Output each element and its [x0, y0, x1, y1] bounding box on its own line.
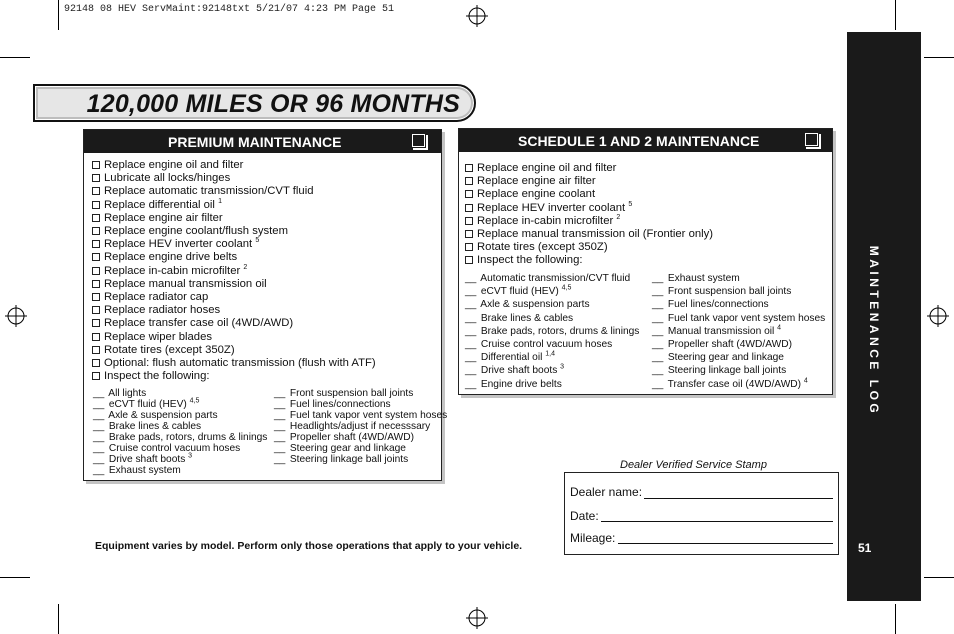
- inspect-item-label: Brake pads, rotors, drums & linings: [480, 325, 640, 337]
- inspect-blank[interactable]: __: [465, 299, 477, 311]
- mileage-label: Mileage:: [570, 531, 616, 545]
- inspect-item: [652, 378, 825, 391]
- inspect-item: [652, 325, 825, 338]
- checklist-item-label: Replace engine coolant/flush system: [104, 225, 288, 238]
- checklist-item-label: Replace engine drive belts: [104, 251, 238, 264]
- footnote-ref: 4,5: [561, 284, 572, 292]
- inspect-item-label: Steering gear and linkage: [667, 352, 784, 364]
- inspect-item: [652, 298, 825, 311]
- inspect-item-label: Differential oil: [480, 352, 543, 364]
- schedule-maintenance-box: [458, 128, 833, 395]
- inspect-blank[interactable]: __: [652, 325, 664, 337]
- checkbox-icon[interactable]: [92, 333, 100, 341]
- inspect-item: [465, 285, 639, 298]
- side-label: [864, 236, 884, 426]
- schedule-inspect-right: [652, 272, 825, 391]
- inspect-blank[interactable]: __: [93, 454, 105, 465]
- inspect-item-label: Fuel lines/connections: [667, 299, 769, 311]
- inspect-blank[interactable]: __: [465, 378, 477, 390]
- checkbox-icon[interactable]: [92, 267, 100, 275]
- inspect-item-label: Fuel tank vapor vent system hoses: [667, 312, 826, 324]
- checklist-item-label: Replace radiator cap: [104, 291, 209, 304]
- checkbox-icon: [412, 134, 425, 147]
- inspect-item-label: Front suspension ball joints: [667, 286, 792, 298]
- checkbox-icon[interactable]: [92, 346, 100, 354]
- inspect-blank[interactable]: __: [652, 339, 664, 351]
- inspect-item-label: Brake lines & cables: [108, 421, 202, 432]
- footnote-ref: 2: [616, 214, 621, 222]
- page-number: 51: [858, 541, 872, 555]
- inspect-blank[interactable]: __: [652, 352, 664, 364]
- inspect-blank[interactable]: __: [274, 421, 286, 432]
- checklist-item: [465, 175, 713, 188]
- checklist-item-label: Replace engine oil and filter: [104, 159, 244, 171]
- footnote-ref: 2: [243, 263, 248, 271]
- inspect-item: [93, 443, 267, 454]
- checkbox-icon[interactable]: [92, 319, 100, 327]
- date-field[interactable]: [601, 521, 833, 522]
- inspect-blank[interactable]: __: [93, 421, 105, 432]
- checkbox-icon[interactable]: [92, 174, 100, 182]
- inspect-blank[interactable]: __: [274, 454, 286, 465]
- inspect-item-label: All lights: [108, 388, 147, 399]
- inspect-blank[interactable]: __: [652, 378, 664, 390]
- inspect-item-label: Drive shaft boots: [108, 454, 186, 465]
- checklist-item-label: Inspect the following:: [477, 254, 583, 267]
- inspect-item: [465, 338, 639, 351]
- inspect-blank[interactable]: __: [93, 410, 105, 421]
- footnote-ref: 3: [188, 452, 193, 460]
- checklist-item: [92, 251, 376, 264]
- checklist-item: [92, 331, 376, 344]
- inspect-blank[interactable]: __: [652, 312, 664, 324]
- inspect-item: [652, 364, 825, 377]
- inspect-item-label: Front suspension ball joints: [289, 388, 414, 399]
- inspect-item-label: Axle & suspension parts: [480, 299, 590, 311]
- side-label-text: MAINTENANCE LOG: [867, 245, 881, 417]
- inspect-item: [274, 454, 447, 465]
- checkbox-icon[interactable]: [465, 164, 473, 172]
- schedule-checklist: [465, 162, 713, 268]
- inspect-item-label: Fuel lines/connections: [289, 399, 391, 410]
- checklist-item-label: Replace engine air filter: [104, 211, 223, 224]
- registration-mark-icon: [466, 5, 488, 27]
- premium-checklist: [92, 159, 376, 383]
- checkbox-icon[interactable]: [92, 240, 100, 248]
- inspect-item-label: Transfer case oil (4WD/AWD): [667, 378, 802, 390]
- checklist-item: [92, 357, 376, 370]
- premium-inspect-left: [93, 388, 267, 476]
- schedule-maintenance-title: SCHEDULE 1 AND 2 MAINTENANCE: [518, 133, 760, 149]
- registration-mark-icon: [927, 305, 949, 327]
- checklist-item-label: Replace manual transmission oil: [104, 277, 267, 290]
- stamp-label: Dealer Verified Service Stamp: [620, 459, 767, 471]
- inspect-blank[interactable]: __: [274, 399, 286, 410]
- checkbox-icon[interactable]: [465, 243, 473, 251]
- checkbox-icon[interactable]: [465, 190, 473, 198]
- checklist-item-label: Replace engine air filter: [477, 175, 596, 188]
- checklist-item-label: Optional: flush automatic transmission (flush with ATF): [104, 357, 376, 370]
- inspect-item: [465, 312, 639, 325]
- checklist-item-label: Replace in-cabin microfilter: [477, 214, 614, 227]
- checklist-item: [92, 265, 376, 278]
- date-label: Date:: [570, 509, 599, 523]
- inspect-item-label: Fuel tank vapor vent system hoses: [289, 410, 448, 421]
- checklist-item: [465, 188, 713, 201]
- checkbox-icon[interactable]: [92, 187, 100, 195]
- checklist-item: [465, 228, 713, 241]
- inspect-item-label: eCVT fluid (HEV): [108, 399, 187, 410]
- inspect-blank[interactable]: __: [274, 410, 286, 421]
- checklist-item: [92, 278, 376, 291]
- inspect-item-label: Automatic transmission/CVT fluid: [480, 273, 631, 284]
- inspect-item-label: Propeller shaft (4WD/AWD): [667, 339, 793, 351]
- inspect-item: [274, 410, 447, 421]
- checklist-item: [92, 225, 376, 238]
- inspect-item-label: Steering linkage ball joints: [289, 454, 409, 465]
- inspect-blank[interactable]: __: [274, 443, 286, 454]
- print-header: 92148 08 HEV ServMaint:92148txt 5/21/07 4:23 PM Page 51: [64, 4, 395, 15]
- dealer-name-label: Dealer name:: [570, 485, 643, 499]
- inspect-item: [652, 338, 825, 351]
- checklist-item: [465, 202, 713, 215]
- inspect-item-label: Cruise control vacuum hoses: [108, 443, 241, 454]
- checkbox-icon[interactable]: [92, 201, 100, 209]
- footnote: Equipment varies by model. Perform only those operations that apply to your vehicle.: [95, 540, 523, 552]
- inspect-item: [465, 351, 639, 364]
- inspect-blank[interactable]: __: [274, 388, 286, 399]
- checklist-item-label: Replace in-cabin microfilter: [104, 264, 241, 277]
- checkbox-icon: [805, 133, 818, 146]
- inspect-blank[interactable]: __: [93, 465, 105, 476]
- checkbox-icon[interactable]: [92, 161, 100, 169]
- checkbox-icon[interactable]: [92, 253, 100, 261]
- checklist-item: [465, 162, 713, 175]
- checklist-item-label: Replace transfer case oil (4WD/AWD): [104, 317, 294, 330]
- checklist-item-label: Replace engine coolant: [477, 188, 596, 201]
- inspect-blank[interactable]: __: [652, 299, 664, 311]
- mileage-field[interactable]: [618, 543, 833, 544]
- side-tab: [847, 32, 921, 601]
- inspect-blank[interactable]: __: [93, 399, 105, 410]
- checklist-item: [92, 159, 376, 172]
- inspect-blank[interactable]: __: [465, 312, 477, 324]
- footnote-ref: 5: [628, 200, 633, 208]
- inspect-item: [93, 421, 267, 432]
- inspect-blank[interactable]: __: [465, 339, 477, 351]
- registration-mark-icon: [5, 305, 27, 327]
- checklist-item: [92, 291, 376, 304]
- inspect-item-label: Brake pads, rotors, drums & linings: [108, 432, 268, 443]
- checkbox-icon[interactable]: [92, 280, 100, 288]
- inspect-item: [93, 388, 267, 399]
- inspect-item-label: Drive shaft boots: [480, 365, 558, 377]
- inspect-item: [465, 378, 639, 391]
- checklist-item: [92, 344, 376, 357]
- inspect-blank[interactable]: __: [274, 432, 286, 443]
- footnote-ref: 3: [560, 364, 565, 372]
- footnote-ref: 4: [777, 324, 782, 332]
- inspect-item: [274, 421, 447, 432]
- checkbox-icon[interactable]: [465, 230, 473, 238]
- checklist-item-label: Replace HEV inverter coolant: [104, 238, 253, 251]
- footnote-ref: 5: [255, 237, 260, 245]
- footnote-ref: 1: [218, 197, 222, 205]
- checklist-item-label: Replace engine oil and filter: [477, 162, 617, 174]
- schedule-maintenance-header: [459, 129, 832, 152]
- inspect-item: [465, 298, 639, 311]
- dealer-name-field[interactable]: [644, 498, 833, 499]
- inspect-item-label: Headlights/adjust if necesssary: [289, 421, 431, 432]
- footnote-ref: 1,4: [545, 350, 555, 358]
- inspect-item-label: Propeller shaft (4WD/AWD): [289, 432, 415, 443]
- inspect-item: [93, 432, 267, 443]
- inspect-item: [465, 364, 639, 377]
- inspect-item: [652, 312, 825, 325]
- checklist-item-label: Lubricate all locks/hinges: [104, 172, 231, 185]
- inspect-item: [274, 399, 447, 410]
- checklist-item: [92, 185, 376, 198]
- inspect-item-label: Axle & suspension parts: [108, 410, 218, 421]
- inspect-item-label: Engine drive belts: [480, 378, 562, 390]
- inspect-blank[interactable]: __: [465, 365, 477, 377]
- checkbox-icon[interactable]: [92, 306, 100, 314]
- checklist-item: [92, 199, 376, 212]
- inspect-item: [465, 325, 639, 338]
- checklist-item-label: Replace manual transmission oil (Frontier only): [477, 228, 714, 241]
- inspect-item: [274, 443, 447, 454]
- inspect-item: [652, 351, 825, 364]
- footnote-ref: 4,5: [189, 397, 200, 405]
- checklist-item-label: Replace automatic transmission/CVT fluid: [104, 185, 314, 198]
- inspect-item: [652, 285, 825, 298]
- inspect-item: [93, 465, 267, 476]
- checkbox-icon[interactable]: [92, 372, 100, 380]
- inspect-item: [93, 410, 267, 421]
- inspect-item-label: Steering gear and linkage: [289, 443, 406, 454]
- footnote-ref: 4: [803, 377, 808, 385]
- checkbox-icon[interactable]: [92, 214, 100, 222]
- premium-maintenance-header: [84, 130, 441, 153]
- inspect-item: [93, 454, 267, 465]
- inspect-blank[interactable]: __: [93, 443, 105, 454]
- checkbox-icon[interactable]: [465, 177, 473, 185]
- dealer-stamp-box: [564, 472, 839, 555]
- checklist-item-label: Replace wiper blades: [104, 330, 213, 343]
- checkbox-icon[interactable]: [465, 217, 473, 225]
- inspect-blank[interactable]: __: [465, 325, 477, 337]
- checklist-item-label: Inspect the following:: [104, 370, 210, 383]
- checklist-item-label: Replace radiator hoses: [104, 304, 221, 317]
- inspect-item-label: Steering linkage ball joints: [667, 365, 787, 377]
- title-banner: [33, 84, 476, 122]
- inspect-item: [465, 272, 639, 285]
- inspect-item-label: Exhaust system: [108, 465, 181, 476]
- inspect-blank[interactable]: __: [652, 273, 664, 284]
- inspect-item-label: eCVT fluid (HEV): [480, 286, 559, 298]
- checkbox-icon[interactable]: [92, 227, 100, 235]
- inspect-blank[interactable]: __: [93, 388, 105, 399]
- checkbox-icon[interactable]: [92, 359, 100, 367]
- inspect-blank[interactable]: __: [465, 352, 477, 364]
- inspect-item-label: Brake lines & cables: [480, 312, 574, 324]
- checklist-item: [92, 172, 376, 185]
- checkbox-icon[interactable]: [465, 204, 473, 212]
- checklist-item-label: Rotate tires (except 350Z): [104, 343, 235, 356]
- inspect-item: [93, 399, 267, 410]
- checklist-item: [465, 254, 713, 267]
- checklist-item: [465, 241, 713, 254]
- inspect-blank[interactable]: __: [652, 286, 664, 298]
- premium-inspect-right: [274, 388, 447, 465]
- checklist-item: [465, 215, 713, 228]
- checklist-item: [92, 370, 376, 383]
- inspect-blank[interactable]: __: [652, 365, 664, 377]
- inspect-item: [274, 388, 447, 399]
- checklist-item-label: Replace HEV inverter coolant: [477, 201, 626, 214]
- checklist-item-label: Replace differential oil: [104, 198, 215, 211]
- inspect-blank[interactable]: __: [465, 273, 477, 284]
- checklist-item: [92, 304, 376, 317]
- checkbox-icon[interactable]: [92, 293, 100, 301]
- premium-maintenance-title: PREMIUM MAINTENANCE: [168, 134, 342, 150]
- inspect-blank[interactable]: __: [465, 286, 477, 298]
- inspect-item-label: Cruise control vacuum hoses: [480, 339, 613, 351]
- schedule-inspect-left: [465, 272, 639, 391]
- checklist-item: [92, 212, 376, 225]
- registration-mark-icon: [466, 607, 488, 629]
- premium-maintenance-box: [83, 129, 448, 481]
- inspect-item-label: Exhaust system: [667, 273, 740, 284]
- page-title: 120,000 MILES OR 96 MONTHS: [86, 90, 460, 118]
- inspect-item: [274, 432, 447, 443]
- inspect-item: [652, 272, 825, 285]
- checklist-item-label: Rotate tires (except 350Z): [477, 241, 608, 254]
- inspect-item-label: Manual transmission oil: [667, 325, 775, 337]
- checklist-item: [92, 238, 376, 251]
- inspect-blank[interactable]: __: [93, 432, 105, 443]
- checkbox-icon[interactable]: [465, 256, 473, 264]
- checklist-item: [92, 317, 376, 330]
